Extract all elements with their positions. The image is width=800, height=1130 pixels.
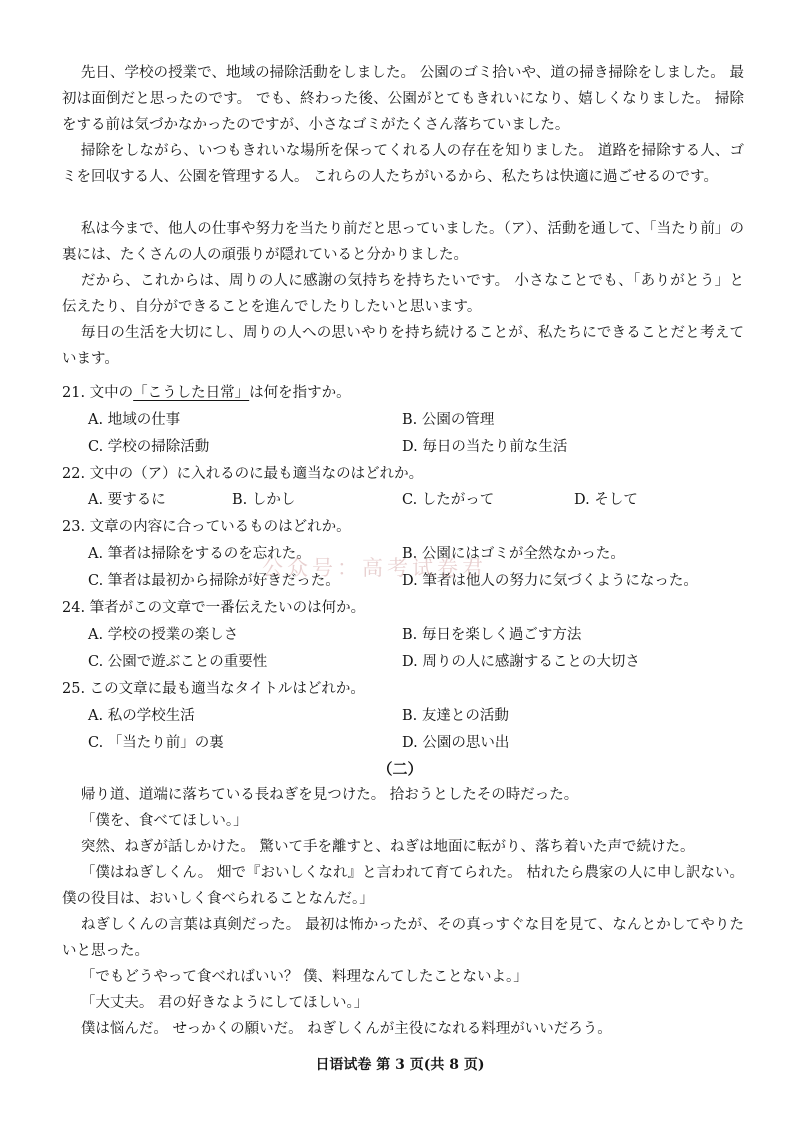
section-heading: （二） bbox=[377, 760, 423, 778]
story-paragraph: 突然、ねぎが話しかけた。 驚いて手を離すと、ねぎは地面に転がり、落ち着いた声で続けた。 bbox=[80, 839, 695, 855]
option-25-b: B. 友達との活動 bbox=[402, 708, 509, 724]
question-21-underlined: 「こうした日常」 bbox=[133, 385, 250, 401]
question-23: 23. 文章の内容に合っているものはどれか。 bbox=[62, 519, 351, 535]
option-22-b: B. しかし bbox=[232, 492, 296, 508]
option-23-d: D. 筆者は他人の努力に気づくようになった。 bbox=[402, 573, 698, 589]
question-22: 22. 文中の（ア）に入れるのに最も適当なのはどれか。 bbox=[62, 466, 424, 482]
page-footer: 日语试卷 第 3 页(共 8 页) bbox=[315, 1057, 485, 1073]
question-24: 24. 筆者がこの文章で一番伝えたいのは何か。 bbox=[62, 600, 366, 616]
option-22-a: A. 要するに bbox=[88, 492, 166, 508]
question-21-prefix: 21. 文中の bbox=[62, 385, 134, 401]
option-22-d: D. そして bbox=[574, 492, 638, 508]
option-23-c: C. 筆者は最初から掃除が好きだった。 bbox=[88, 573, 340, 589]
passage-paragraph: 掃除をしながら、いつもきれいな場所を保ってくれる人の存在を知りました。 道路を掃除する人、ゴミを回収する人、公園を管理する人。 これらの人たちがいるから、私たちは快適に過ごせるのです。 bbox=[62, 143, 744, 185]
option-21-a: A. 地域の仕事 bbox=[88, 412, 181, 428]
passage-paragraph: 先日、学校の授業で、地域の掃除活動をしました。 公園のゴミ拾いや、道の掃き掃除をしました。 最初は面倒だと思ったのです。 でも、終わった後、公園がとてもきれいになり、嬉しくなりました。 掃除をする前は気づかなかったのですが、小さなゴミがたくさん落ちていました。 bbox=[62, 65, 744, 133]
option-25-c: C. 「当たり前」の裏 bbox=[88, 735, 224, 751]
option-21-c: C. 学校の掃除活動 bbox=[88, 439, 210, 455]
story-paragraph: 「でもどうやって食べればいい？ 僕、料理なんてしたことないよ。」 bbox=[80, 969, 528, 985]
story-paragraph: 「大丈夫。 君の好きなようにしてほしい。」 bbox=[80, 995, 369, 1011]
story-paragraph: 「僕はねぎしくん。 畑で『おいしくなれ』と言われて育てられた。 枯れたら農家の人に申し訳ない。 僕の役目は、おいしく食べられることなんだ。」 bbox=[62, 865, 744, 907]
option-24-c: C. 公園で遊ぶことの重要性 bbox=[88, 654, 268, 670]
option-25-d: D. 公園の思い出 bbox=[402, 735, 510, 751]
passage-paragraph: 私は今まで、他人の仕事や努力を当たり前だと思っていました。（ア）、活動を通して、「当たり前」の裏には、たくさんの人の頑張りが隠れていると分かりました。 bbox=[62, 221, 744, 263]
story-paragraph: ねぎしくんの言葉は真剣だった。 最初は怖かったが、その真っすぐな目を見て、なんとかしてやりたいと思った。 bbox=[62, 917, 744, 959]
passage-paragraph: 毎日の生活を大切にし、周りの人への思いやりを持ち続けることが、私たちにできることだと考えています。 bbox=[62, 325, 744, 367]
option-24-d: D. 周りの人に感謝することの大切さ bbox=[402, 654, 640, 670]
story-paragraph: 「僕を、食べてほしい。」 bbox=[80, 813, 248, 829]
option-23-a: A. 筆者は掃除をするのを忘れた。 bbox=[88, 546, 311, 562]
option-23-b: B. 公園にはゴミが全然なかった。 bbox=[402, 546, 625, 562]
option-25-a: A. 私の学校生活 bbox=[88, 708, 195, 724]
option-21-b: B. 公園の管理 bbox=[402, 412, 495, 428]
option-21-d: D. 毎日の当たり前な生活 bbox=[402, 439, 568, 455]
option-24-a: A. 学校の授業の楽しさ bbox=[88, 627, 239, 643]
option-24-b: B. 毎日を楽しく過ごす方法 bbox=[402, 627, 582, 643]
question-21-suffix: は何を指すか。 bbox=[249, 385, 351, 401]
story-paragraph: 僕は悩んだ。 せっかくの願いだ。 ねぎしくんが主役になれる料理がいいだろう。 bbox=[80, 1021, 612, 1037]
passage-paragraph: だから、これからは、周りの人に感謝の気持ちを持ちたいです。 小さなことでも、「ありがとう」と伝えたり、自分ができることを進んでしたりしたいと思います。 bbox=[62, 273, 744, 315]
watermark: 公众号：高考试卷君 bbox=[262, 556, 487, 580]
option-22-c: C. したがって bbox=[402, 492, 495, 508]
question-21 bbox=[62, 380, 351, 406]
story-paragraph: 帰り道、道端に落ちている長ねぎを見つけた。 拾おうとしたその時だった。 bbox=[80, 787, 579, 803]
question-25: 25. この文章に最も適当なタイトルはどれか。 bbox=[62, 681, 365, 697]
